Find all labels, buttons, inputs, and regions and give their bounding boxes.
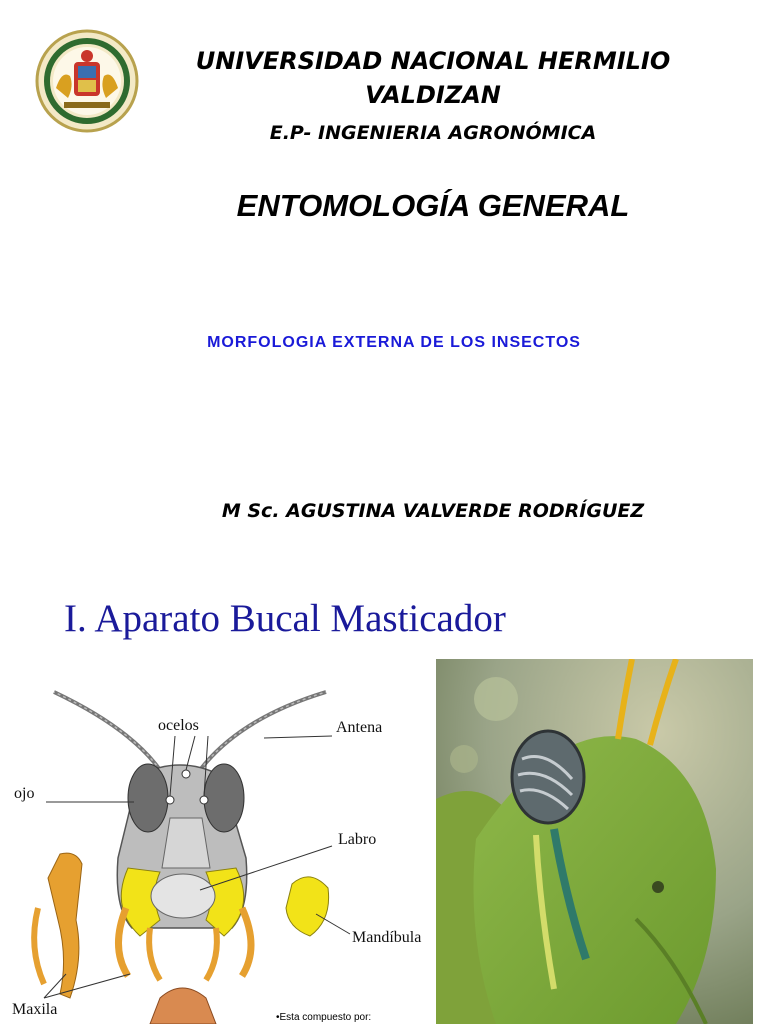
diagram-note: •Esta compuesto por: [276, 1012, 372, 1023]
right-compound-eye [204, 764, 244, 832]
label-mandibula: Mandíbula [352, 929, 422, 946]
university-name-line2: VALDIZAN [365, 81, 501, 109]
labium [150, 988, 216, 1024]
mouthparts-diagram [10, 658, 434, 1024]
left-compound-eye [128, 764, 168, 832]
university-name-line1: UNIVERSIDAD NACIONAL HERMILIO [195, 47, 671, 75]
label-ojo: ojo [14, 785, 35, 802]
author-name: M Sc. AGUSTINA VALVERDE RODRÍGUEZ [221, 500, 645, 522]
left-antenna [54, 692, 160, 770]
topic-title: MORFOLOGIA EXTERNA DE LOS INSECTOS [207, 334, 581, 351]
label-ocelos: ocelos [158, 717, 199, 734]
labrum [151, 874, 215, 918]
detached-mandible [286, 877, 329, 936]
label-antena: Antena [336, 719, 383, 736]
section-title: I. Aparato Bucal Masticador [64, 597, 506, 640]
grasshopper-photo [436, 659, 753, 1024]
university-name [150, 44, 716, 112]
right-antenna [200, 692, 326, 770]
label-labro: Labro [338, 831, 377, 848]
label-maxila: Maxila [12, 1001, 58, 1018]
school-name: E.P- INGENIERIA AGRONÓMICA [269, 122, 597, 144]
university-seal-logo [34, 28, 140, 134]
detached-maxilla [48, 853, 82, 998]
course-title: ENTOMOLOGÍA GENERAL [236, 188, 630, 223]
